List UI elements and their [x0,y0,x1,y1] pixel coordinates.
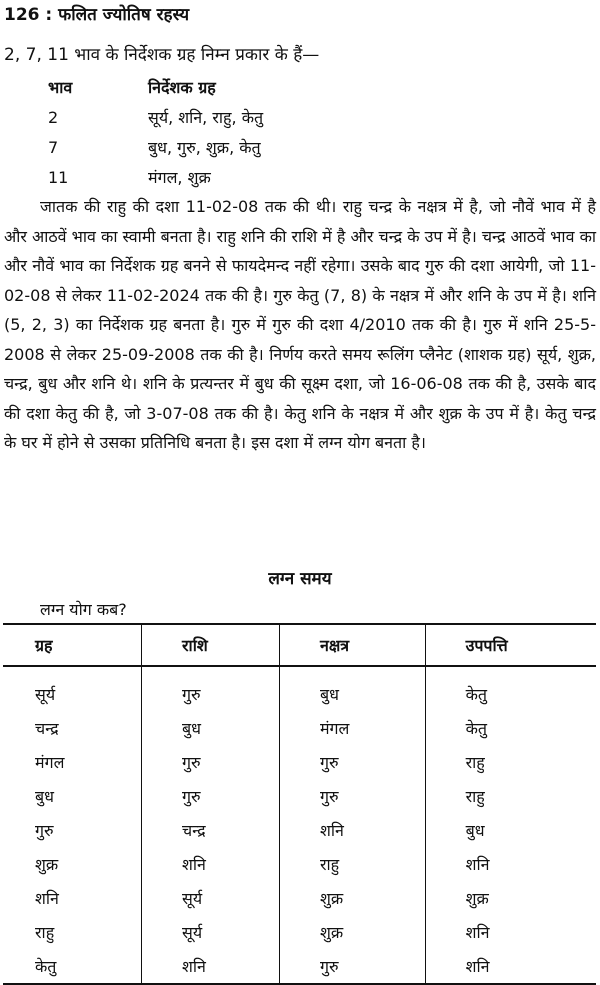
planet-cell: शुक्र [35,855,59,874]
planets-cell: मंगल, शुक्र [148,168,211,187]
nakshatra-cell: गुरु [279,745,425,779]
sub-cell: बुध [425,813,596,847]
sub-cell: राहु [425,745,596,779]
sub-cell: शनि [425,915,596,949]
table-row [3,813,596,847]
nakshatra-cell: बुध [279,666,425,711]
sign-cell: गुरु [142,779,280,813]
significator-header-row [40,72,448,102]
sign-cell: चन्द्र [142,813,280,847]
book-title: : फलित ज्योतिष रहस्य [45,5,190,25]
lagna-header-row [3,624,596,666]
sub-cell: राहु [425,779,596,813]
planet-cell: चन्द्र [35,719,59,738]
table-row [3,779,596,813]
intro-line: 2, 7, 11 भाव के निर्देशक ग्रह निम्न प्रकार के हैं— [4,45,320,65]
nakshatra-cell: शुक्र [279,915,425,949]
table-row [3,847,596,881]
sign-cell: गुरु [142,745,280,779]
table-row [3,711,596,745]
planet-cell: राहु [35,923,55,942]
planet-cell: केतु [3,949,142,984]
header-sub: उपपत्ति [425,624,596,666]
sign-cell: सूर्य [142,915,280,949]
sub-cell: शनि [425,847,596,881]
header-significator: निर्देशक ग्रह [148,78,216,97]
table-row [3,881,596,915]
planet-cell: सूर्य [35,685,56,704]
bhava-cell: 11 [48,167,69,187]
significator-row [40,162,448,192]
planet-cell: गुरु [35,821,54,840]
planet-cell: बुध [35,787,54,806]
bhava-cell: 7 [48,137,59,157]
planet-cell: शनि [35,889,59,908]
sub-cell: शनि [425,949,596,984]
table-row [3,915,596,949]
lagna-table [3,623,596,985]
nakshatra-cell: गुरु [279,779,425,813]
sign-cell: शनि [142,847,280,881]
header-bhava: भाव [48,78,73,97]
sign-cell: बुध [142,711,280,745]
page-number: 126 [4,5,40,25]
sign-cell: गुरु [142,666,280,711]
sub-cell: केतु [425,711,596,745]
question-line: लग्न योग कब? [40,600,127,619]
planets-cell: सूर्य, शनि, राहु, केतु [148,108,264,127]
table-row [3,745,596,779]
significator-row [40,132,448,162]
running-header [4,2,189,25]
significator-table [40,72,448,192]
sign-cell: सूर्य [142,881,280,915]
header-sign: राशि [142,624,280,666]
table-row [3,666,596,711]
body-paragraph: जातक की राहु की दशा 11-02-08 तक की थी। राहु चन्द्र के नक्षत्र में है, जो नौवें भाव में है और आठवें भाव का स्वामी बनता है। राहु शनि की राशि में है और चन्द्र के उप में है। चन्द्र आठवें भाव का और नौवें भाव का निर्देशक ग्रह बनने से फायदेमन्द नहीं रहेगा। उसके बाद गुरु की दशा आयेगी, जो 11-02-08 से लेकर 11-02-2024 तक की है। गुरु केतु (7, 8) के नक्षत्र में और शनि के उप में है। शनि (5, 2, 3) का निर्देशक ग्रह बनता है। गुरु में गुरु की दशा 4/2010 तक की है। गुरु में शनि 25-5-2008 से लेकर 25-09-2008 तक की है। निर्णय करते समय रूलिंग प्लैनेट (शाशक ग्रह) सूर्य, शुक्र, चन्द्र, बुध और शनि थे। शनि के प्रत्यन्तर में बुध की सूक्ष्म दशा, जो 16-06-08 तक की है, उसके बाद की दशा केतु की है, जो 3-07-08 तक की है। केतु शनि के नक्षत्र में और शुक्र के उप में है। केतु चन्द्र के घर में होने से उसका प्रतिनिधि बनता है। इस दशा में लग्न योग बनता है। [4,197,596,452]
significator-row [40,102,448,132]
planets-cell: बुध, गुरु, शुक्र, केतु [148,138,261,157]
planet-cell: मंगल [35,753,65,772]
nakshatra-cell: राहु [279,847,425,881]
nakshatra-cell: शुक्र [279,881,425,915]
nakshatra-cell: मंगल [279,711,425,745]
section-title: लग्न समय [268,569,332,589]
sub-cell: शुक्र [425,881,596,915]
table-row [3,949,596,984]
sign-cell: शनि [142,949,280,984]
nakshatra-cell: गुरु [279,949,425,984]
sub-cell: केतु [425,666,596,711]
header-nakshatra: नक्षत्र [279,624,425,666]
bhava-cell: 2 [48,107,59,127]
nakshatra-cell: शनि [279,813,425,847]
header-planet: ग्रह [3,624,142,666]
